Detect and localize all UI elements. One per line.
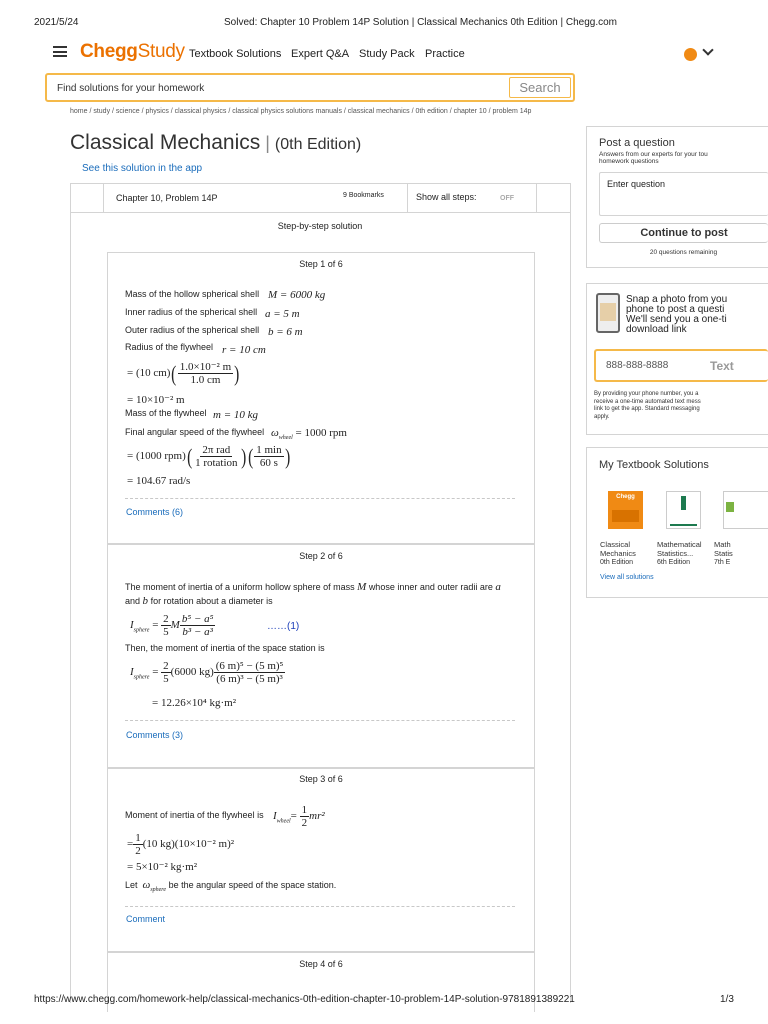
text-me-button[interactable]: Text <box>710 359 734 373</box>
header-divider <box>70 212 571 213</box>
logo-brand: Chegg <box>80 41 138 62</box>
step-text: Mass of the hollow spherical shell <box>125 289 260 299</box>
step-title: Step 1 of 6 <box>299 259 343 269</box>
step-text: Then, the moment of inertia of the space station is <box>125 643 325 653</box>
divider <box>407 183 408 213</box>
book-label[interactable]: Classical Mechanics 0th Edition <box>600 540 636 566</box>
step-title: Step 2 of 6 <box>299 551 343 561</box>
divider <box>125 906 515 907</box>
nav-study-pack[interactable]: Study Pack <box>359 48 415 60</box>
avatar[interactable] <box>684 48 697 61</box>
search-input[interactable] <box>57 81 497 95</box>
step-text: The moment of inertia of a uniform hollow sphere of mass M whose inner and outer radii are a <box>125 581 501 593</box>
step-text: Final angular speed of the flywheel <box>125 427 265 437</box>
nav-textbook-solutions[interactable]: Textbook Solutions <box>189 48 282 60</box>
question-placeholder: Enter question <box>607 179 666 189</box>
phone-icon <box>596 293 620 333</box>
my-solutions-title: My Textbook Solutions <box>599 459 709 471</box>
comments-link[interactable]: Comment <box>126 914 166 924</box>
bookmarks-count[interactable]: 9 Bookmarks <box>343 192 384 199</box>
print-page-number: 1/3 <box>720 994 734 1005</box>
math-outer-radius: b = 6 m <box>268 326 303 338</box>
math-radius-result: = 10×10⁻² m <box>127 394 185 406</box>
continue-to-post-button[interactable]: Continue to post <box>599 223 768 243</box>
print-date: 2021/5/24 <box>34 17 79 28</box>
print-url: https://www.chegg.com/homework-help/classical-mechanics-0th-edition-chapter-10-problem-14P-solution-9781891389221 <box>34 994 575 1005</box>
nav-expert-qa[interactable]: Expert Q&A <box>291 48 350 60</box>
math-hollow-sphere-inertia: $I_{sphere}$ = $\frac{2}{5}$ M $\frac{\text{b⁵ − a⁵}}{\text{b³ − a³}}$ <box>130 613 214 639</box>
phone-number-field[interactable] <box>594 349 768 382</box>
search-bar <box>45 73 575 102</box>
step-text: Moment of inertia of the flywheel is <box>125 810 264 820</box>
math-station-inertia: $I_{sphere}$ = $\frac{2}{5}$ (6000 kg) $\frac{\text{(6 m)⁵ − (5 m)⁵}}{\text{(6 m)³ − (5 m)³}}$ <box>130 660 284 686</box>
chapter-problem-label: Chapter 10, Problem 14P <box>116 193 218 203</box>
step-text: Radius of the flywheel <box>125 342 214 352</box>
math-flywheel-result: = 5×10⁻² kg·m² <box>127 861 198 873</box>
divider <box>125 720 515 721</box>
divider <box>103 183 104 213</box>
math-station-result: = 12.26×10⁴ kg·m² <box>152 697 237 709</box>
print-title: Solved: Chapter 10 Problem 14P Solution | Classical Mechanics 0th Edition | Chegg.com <box>224 17 617 28</box>
sms-disclaimer: By providing your phone number, you a receive a one-time automated text mess link to get the app. Standard messaging apply. <box>594 391 701 420</box>
view-all-solutions-link[interactable]: View all solutions <box>600 574 654 581</box>
show-steps-toggle[interactable]: OFF <box>500 195 514 202</box>
divider <box>125 498 515 499</box>
book-label[interactable]: Mathematical Statistics... 6th Edition <box>657 540 702 566</box>
step-title: Step 3 of 6 <box>299 774 343 784</box>
step-text: Mass of the flywheel <box>125 408 207 418</box>
math-flywheel-calc: = $\frac{1}{2}$ (10 kg)(10×10⁻² m)² <box>127 832 235 858</box>
book-label[interactable]: Math Statis 7th E <box>714 540 733 566</box>
math-radius-conversion: = (10 cm)( $\frac{\text{1.0×10⁻² m}}{1.0 cm}$ ) <box>127 360 240 387</box>
step-text: Inner radius of the spherical shell <box>125 307 258 317</box>
questions-remaining: 20 questions remaining <box>649 249 718 256</box>
book-title: Classical Mechanics <box>70 131 261 154</box>
divider <box>536 183 537 213</box>
chevron-down-icon[interactable] <box>702 44 713 55</box>
equation-label: ……(1) <box>267 621 300 632</box>
book-cover-mathematical-statistics[interactable] <box>666 491 701 529</box>
math-angular-result: = 104.67 rad/s <box>127 475 191 487</box>
breadcrumb[interactable]: home / study / science / physics / classical physics / classical physics solutions manuals / classical mechanics / 0th edition / chapter 10 / problem 14p <box>70 108 532 115</box>
math-angular-conversion: = (1000 rpm)( $\frac{\text{2π rad}}{\text{1 rotation}}$ )( $\frac{1 \min}{60 s}$ ) <box>127 443 290 470</box>
comments-link[interactable]: Comments (6) <box>126 507 184 517</box>
chegg-logo[interactable] <box>80 41 185 63</box>
math-flywheel-radius: r = 10 cm <box>222 344 266 356</box>
book-edition: (0th Edition) <box>274 136 362 153</box>
step-text: and b for rotation about a diameter is <box>125 595 273 607</box>
app-promo-text: Snap a photo from you phone to post a questi We'll send you a one-ti download link <box>626 294 728 335</box>
question-input[interactable] <box>599 172 768 216</box>
step-title: Step 4 of 6 <box>299 959 343 969</box>
step-by-step-heading: Step-by-step solution <box>277 221 363 231</box>
step-text: Outer radius of the spherical shell <box>125 325 260 335</box>
post-question-subtitle: Answers from our experts for your tou <box>599 151 708 158</box>
comments-link[interactable]: Comments (3) <box>126 730 184 740</box>
post-question-subtitle: homework questions <box>599 158 659 165</box>
math-mass-shell: M = 6000 kg <box>268 289 326 301</box>
book-cover-classical-mechanics[interactable]: Chegg <box>608 491 643 529</box>
page-title: Classical Mechanics | (0th Edition) <box>70 131 362 154</box>
math-angular-speed: $\omega_{wheel} = 1000$ rpm <box>271 427 347 442</box>
search-button[interactable]: Search <box>509 77 571 98</box>
nav-practice[interactable]: Practice <box>425 48 465 60</box>
post-question-title: Post a question <box>599 137 675 149</box>
show-all-steps-label: Show all steps: <box>416 192 477 202</box>
logo-product: Study <box>137 41 185 62</box>
see-in-app-link[interactable]: See this solution in the app <box>82 163 203 174</box>
book-cover-math-stats[interactable] <box>723 491 768 529</box>
phone-placeholder: 888-888-8888 <box>606 360 669 371</box>
math-inner-radius: a = 5 m <box>265 308 300 320</box>
math-flywheel-mass: m = 10 kg <box>213 409 258 421</box>
menu-icon[interactable] <box>53 46 67 57</box>
step-text: Let $\omega_{sphere}$ be the angular speed of the space station. <box>125 879 337 894</box>
math-flywheel-inertia: $I_{wheel}=$ $\frac{1}{2}$ mr² <box>273 804 325 830</box>
